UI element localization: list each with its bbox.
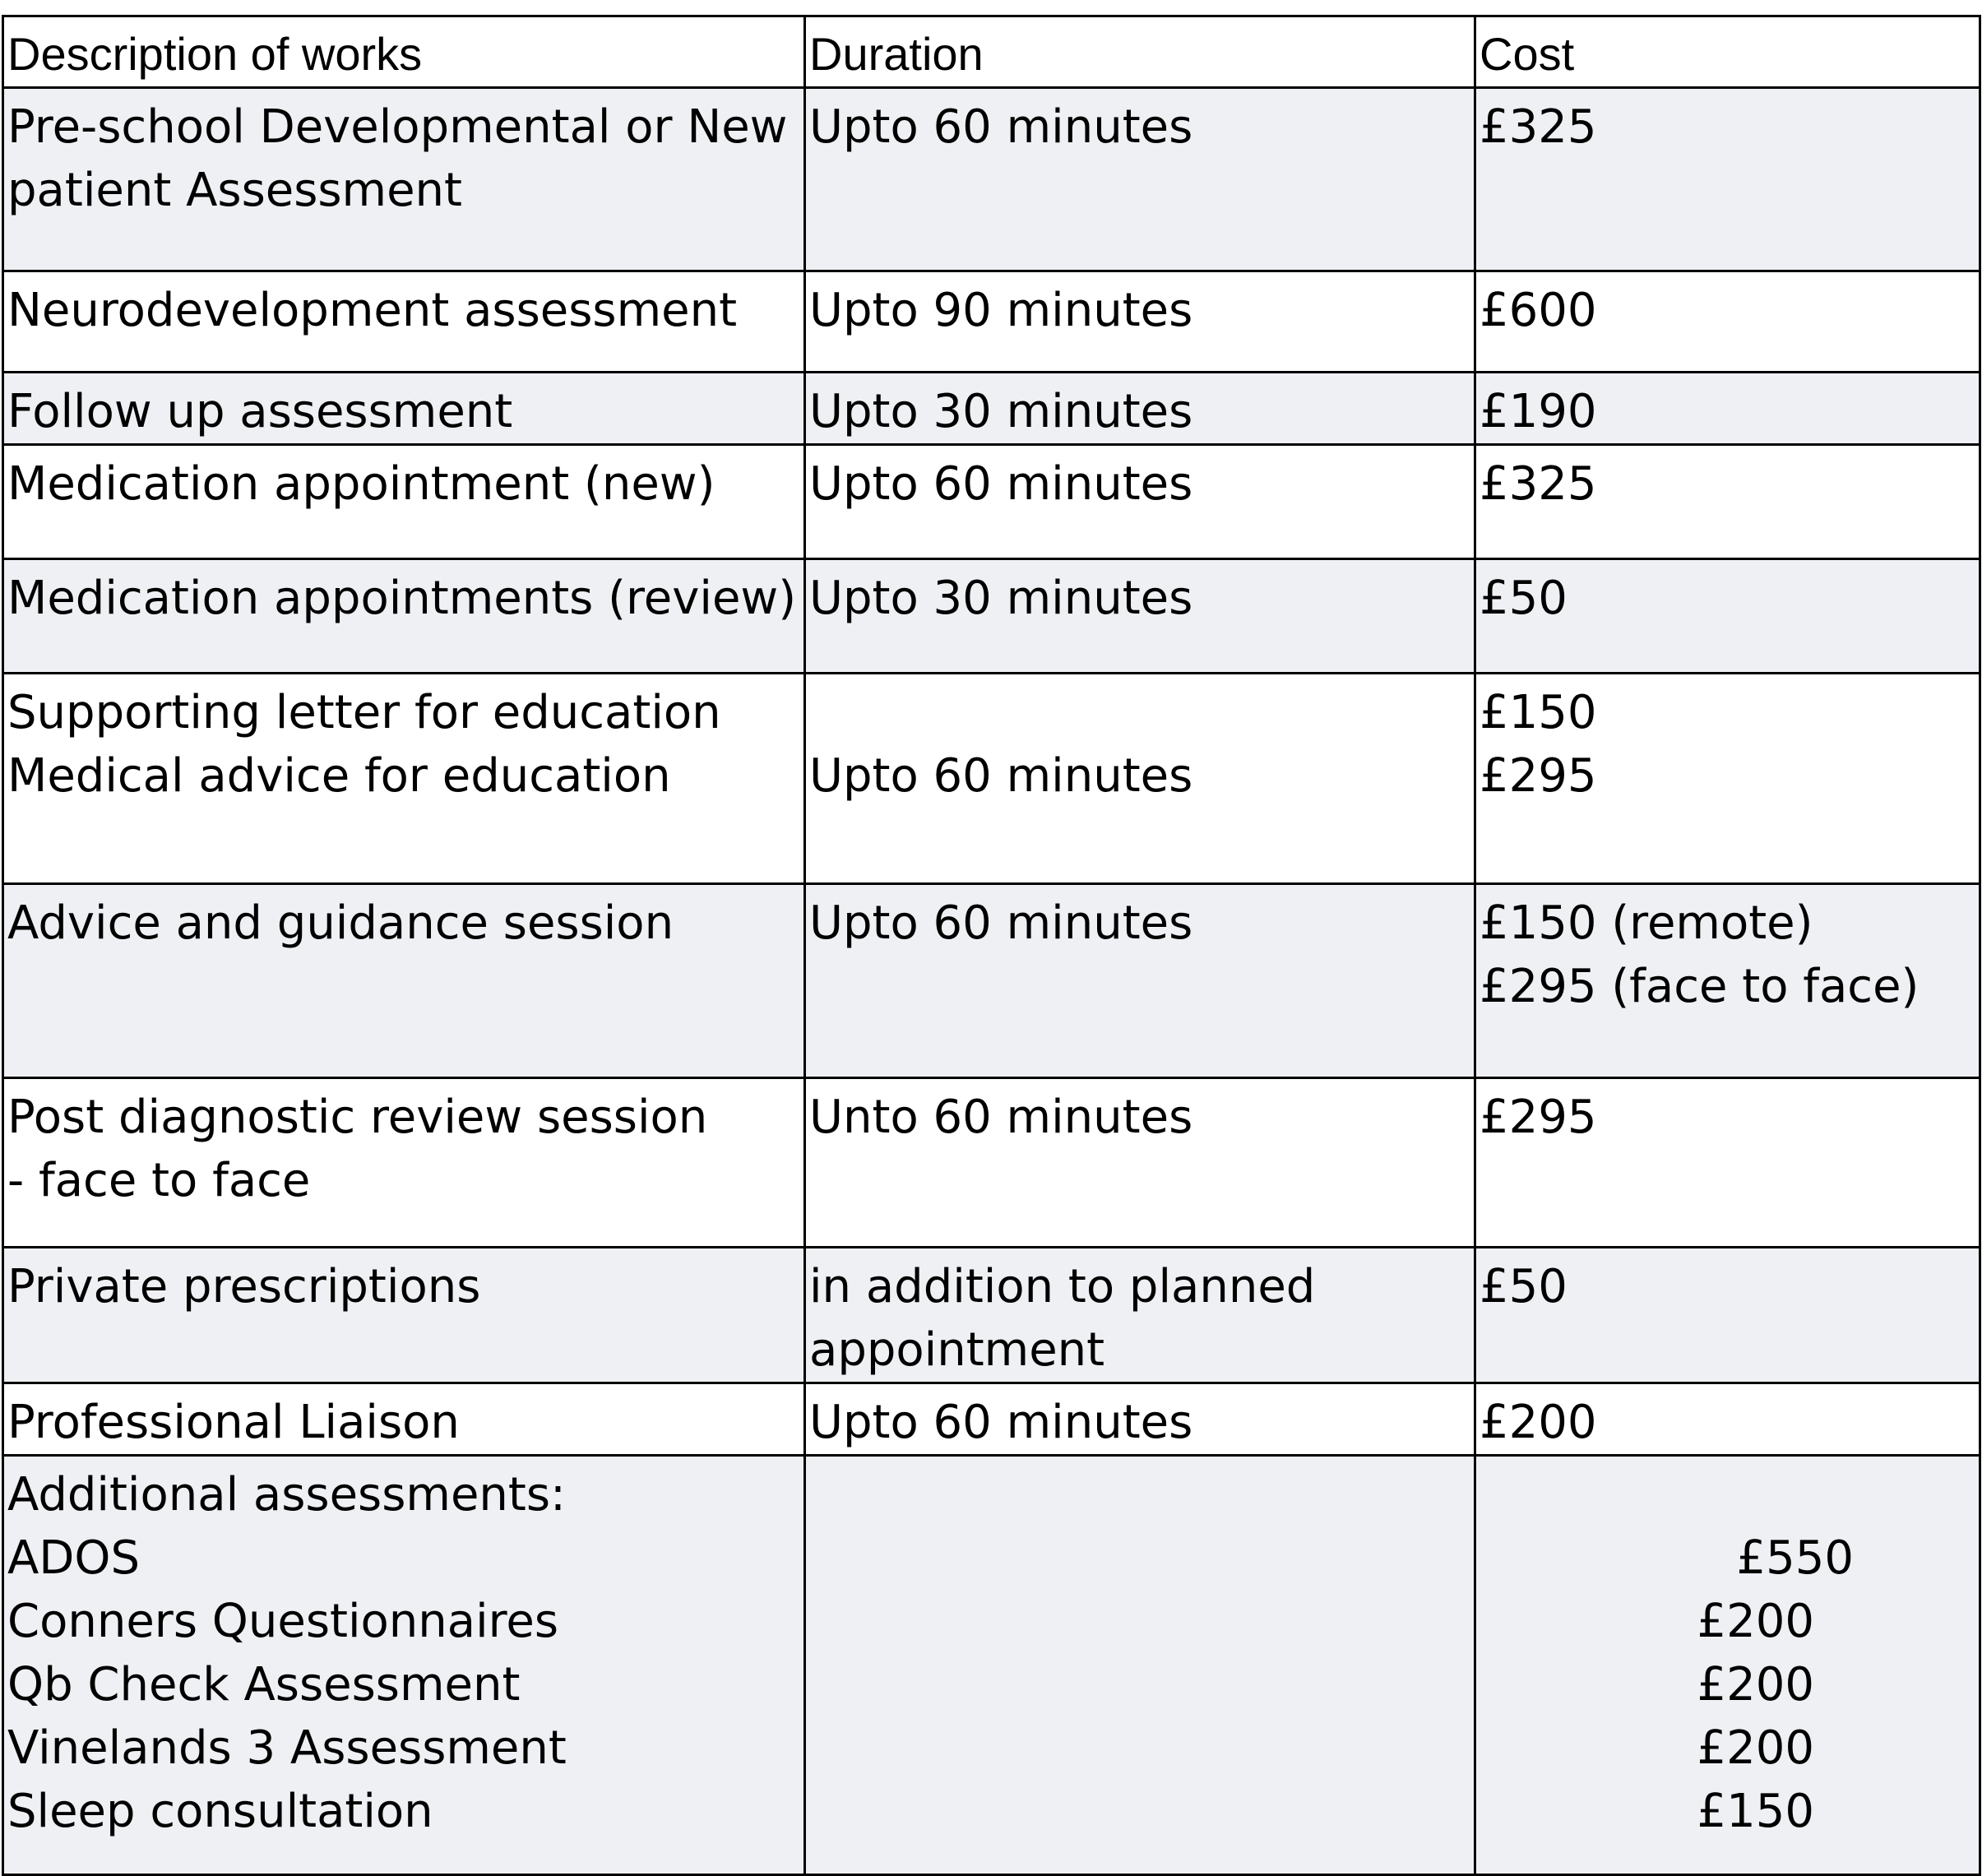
table-row (3, 559, 1980, 674)
additional-item-cost: £200 (1697, 1658, 1814, 1712)
additional-item-name: Sleep consultation (7, 1785, 433, 1838)
description-line: Professional Liaison (7, 1396, 460, 1449)
description-cell (3, 884, 805, 1078)
table-row (3, 1078, 1980, 1248)
duration-cell (805, 1078, 1475, 1248)
cost-cell (1475, 88, 1980, 271)
description-line: patient Assessment (7, 164, 462, 217)
cost-line: £295 (1480, 749, 1597, 803)
description-line: Medication appointments (review) (7, 572, 797, 625)
table-row (3, 1383, 1980, 1456)
additional-item-name: Conners Questionnaires (7, 1595, 559, 1648)
table-row (3, 445, 1980, 559)
description-cell (3, 1383, 805, 1456)
duration-line: Upto 60 minutes (809, 749, 1193, 803)
additional-item-cost: £200 (1697, 1721, 1814, 1775)
duration-cell (805, 884, 1475, 1078)
description-line: Private prescriptions (7, 1260, 481, 1313)
description-line: - face to face (7, 1154, 311, 1207)
duration-cell (805, 271, 1475, 373)
cost-line: £50 (1480, 1260, 1568, 1313)
cost-cell (1475, 271, 1980, 373)
description-cell (3, 373, 805, 445)
description-line: Pre-school Developmental or New (7, 100, 788, 154)
cost-cell (1475, 373, 1980, 445)
duration-cell (805, 1248, 1475, 1383)
additional-item-name: Vinelands 3 Assessment (7, 1721, 567, 1775)
additional-item-cost: £150 (1697, 1785, 1814, 1838)
cost-cell (1475, 445, 1980, 559)
additional-item-cost: £200 (1697, 1595, 1814, 1648)
header-duration: Duration (805, 16, 1475, 88)
description-cell (3, 674, 805, 884)
description-cell (3, 559, 805, 674)
header-cost: Cost (1475, 16, 1980, 88)
description-cell (3, 88, 805, 271)
cost-cell (1475, 1248, 1980, 1383)
duration-line: Upto 90 minutes (809, 284, 1193, 337)
price-table (2, 15, 1981, 1876)
cost-cell (1475, 884, 1980, 1078)
description-line: Medical advice for education (7, 749, 671, 803)
description-line: Medication appointment (new) (7, 457, 715, 511)
cost-line: £295 (1480, 1091, 1597, 1144)
table-row (3, 373, 1980, 445)
cost-cell (1475, 1078, 1980, 1248)
description-cell (3, 271, 805, 373)
description-cell (3, 1456, 805, 1875)
duration-line: Upto 30 minutes (809, 572, 1193, 625)
table-row (3, 884, 1980, 1078)
duration-line: Upto 60 minutes (809, 1396, 1193, 1449)
additional-item-cost: £550 (1736, 1531, 1854, 1585)
duration-line: Upto 60 minutes (809, 896, 1193, 950)
cost-line: £190 (1480, 385, 1597, 438)
duration-line: in addition to planned (809, 1260, 1316, 1313)
description-cell (3, 1078, 805, 1248)
duration-cell (805, 88, 1475, 271)
header-description: Description of works (3, 16, 805, 88)
duration-line: Unto 60 minutes (809, 1091, 1193, 1144)
table-row (3, 1248, 1980, 1383)
description-line: Advice and guidance session (7, 896, 674, 950)
duration-line: appointment (809, 1323, 1105, 1377)
description-line: Supporting letter for education (7, 686, 721, 739)
duration-cell (805, 1383, 1475, 1456)
duration-line (809, 681, 1474, 744)
cost-line: £325 (1480, 100, 1597, 154)
description-line: Neurodevelopment assessment (7, 284, 738, 337)
duration-line: Upto 60 minutes (809, 457, 1193, 511)
cost-line: £150 (1480, 686, 1597, 739)
duration-cell (805, 445, 1475, 559)
additional-item-name: Qb Check Assessment (7, 1658, 521, 1712)
duration-cell (805, 1456, 1475, 1875)
duration-line: Upto 60 minutes (809, 100, 1193, 154)
table-row (3, 674, 1980, 884)
additional-assessments-row (3, 1456, 1980, 1875)
duration-line: Upto 30 minutes (809, 385, 1193, 438)
description-cell (3, 1248, 805, 1383)
cost-line: £150 (remote) (1480, 896, 1813, 950)
spacer (1480, 1463, 1979, 1526)
cost-line: £50 (1480, 572, 1568, 625)
description-line: Post diagnostic review session (7, 1091, 708, 1144)
cost-cell (1475, 674, 1980, 884)
additional-item-name: ADOS (7, 1531, 141, 1585)
duration-cell (805, 559, 1475, 674)
description-line: Follow up assessment (7, 385, 513, 438)
cost-line: £200 (1480, 1396, 1597, 1449)
cost-line: £600 (1480, 284, 1597, 337)
header-row (3, 16, 1980, 88)
cost-cell (1475, 1456, 1980, 1875)
table-row (3, 88, 1980, 271)
duration-cell (805, 373, 1475, 445)
cost-line: £295 (face to face) (1480, 960, 1919, 1013)
additional-heading: Additional assessments: (7, 1468, 566, 1522)
duration-cell (805, 674, 1475, 884)
description-cell (3, 445, 805, 559)
cost-cell (1475, 1383, 1980, 1456)
cost-line: £325 (1480, 457, 1597, 511)
table-row (3, 271, 1980, 373)
cost-cell (1475, 559, 1980, 674)
